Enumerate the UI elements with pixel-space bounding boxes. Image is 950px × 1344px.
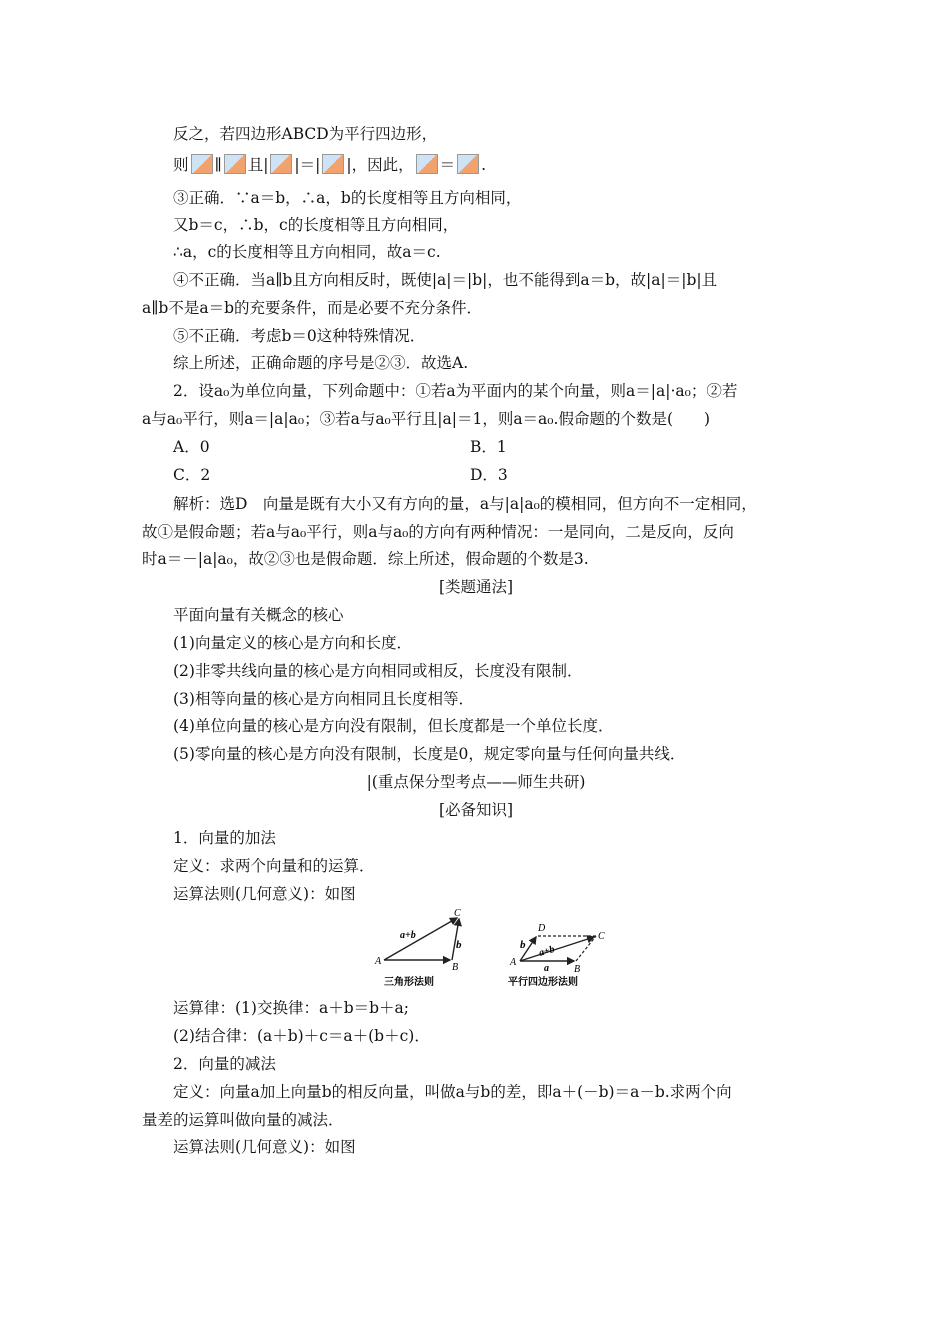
option-d: D．3: [470, 466, 508, 484]
text-line: 运算法则(几何意义)：如图: [173, 885, 356, 903]
section-heading: |(重点保分型考点——师生共研): [366, 773, 586, 791]
broken-image-icon: [224, 154, 246, 174]
point-d-label: D: [538, 923, 546, 934]
text-line: (2)结合律：(a＋b)＋c＝a＋(b＋c)．: [173, 1027, 430, 1045]
point-b-label: B: [574, 964, 581, 975]
label-a: a: [544, 963, 549, 974]
text-line: ③正确．∵a＝b，∴a，b的长度相等且方向相同，: [173, 189, 522, 207]
broken-image-icon: [270, 154, 292, 174]
triangle-rule-figure: [370, 906, 478, 990]
text-line: 平面向量有关概念的核心: [173, 606, 344, 624]
text-line: (2)非零共线向量的核心是方向相同或相反，长度没有限制．: [173, 662, 583, 680]
text-line: a∥b不是a＝b的充要条件，而是必要不充分条件．: [142, 299, 482, 317]
text-line: 定义：向量a加上向量b的相反向量，叫做a与b的差，即a＋(－b)＝a－b.求两个向: [173, 1083, 732, 1101]
text-line: 时a＝－|a|a₀，故②③也是假命题．综上所述，假命题的个数是3.: [142, 550, 589, 568]
broken-image-icon: [322, 154, 344, 174]
text-line: 定义：求两个向量和的运算．: [173, 857, 375, 875]
text-line: 反之，若四边形ABCD为平行四边形，: [173, 125, 438, 143]
point-a-label: A: [375, 956, 382, 967]
text-line: 解析：选D 向量是既有大小又有方向的量，a与|a|a₀的模相同，但方向不一定相同，: [173, 495, 757, 513]
text-line: 故①是假命题；若a与a₀平行，则a与a₀的方向有两种情况：一是同向，二是反向，反向: [142, 523, 734, 541]
label-a-plus-b: a+b: [400, 930, 416, 941]
text-line: (4)单位向量的核心是方向没有限制，但长度都是一个单位长度．: [173, 717, 614, 735]
text-line: 又b＝c，∴b，c的长度相等且方向相同，: [173, 216, 459, 234]
label-a-plus-b: a+b: [537, 943, 556, 959]
text-line: 运算法则(几何意义)：如图: [173, 1138, 356, 1156]
point-c-label: C: [454, 908, 461, 919]
question-line: a与a₀平行，则a＝|a|a₀；③若a与a₀平行且|a|＝1，则a＝a₀.假命题的个数是( ): [142, 410, 711, 428]
figure-caption: 平行四边形法则: [508, 977, 578, 988]
point-b-label: B: [452, 962, 459, 973]
section-heading: [必备知识]: [438, 801, 514, 819]
text-line: ④不正确．当a∥b且方向相反时，既使|a|＝|b|，也不能得到a＝b，故|a|＝|b|且: [173, 271, 718, 289]
label-b: b: [520, 939, 526, 951]
text-line: 1．向量的加法: [173, 829, 276, 847]
broken-image-icon: [416, 154, 438, 174]
broken-image-icon: [457, 154, 479, 174]
text-line: ⑤不正确．考虑b＝0这种特殊情况．: [173, 327, 426, 345]
text-line: (1)向量定义的核心是方向和长度．: [173, 634, 412, 652]
vector-a-plus-b-arrow: [520, 937, 594, 961]
text-line: (3)相等向量的核心是方向相同且长度相等．: [173, 690, 474, 708]
option-a: A．0: [173, 438, 210, 456]
text-line: 综上所述，正确命题的序号是②③．故选A.: [173, 354, 469, 372]
figure-caption: 三角形法则: [384, 977, 434, 988]
option-b: B．1: [470, 438, 507, 456]
point-a-label: A: [510, 957, 517, 968]
text-line: ∴a，c的长度相等且方向相同，故a＝c.: [173, 243, 441, 261]
parallelogram-rule-figure: [506, 918, 610, 992]
text-line: 2．向量的减法: [173, 1055, 276, 1073]
label-b: b: [456, 939, 462, 951]
option-c: C．2: [173, 466, 211, 484]
text-line: 量差的运算叫做向量的减法．: [142, 1111, 344, 1129]
question-line: 2．设a₀为单位向量，下列命题中：①若a为平面内的某个向量，则a＝|a|·a₀；②若: [173, 382, 738, 400]
text-line: 运算律：(1)交换律：a＋b＝b＋a;: [173, 999, 410, 1017]
section-heading: [类题通法]: [438, 578, 514, 596]
vector-a-plus-b-arrow: [384, 918, 457, 960]
text-line: (5)零向量的核心是方向没有限制，长度是0，规定零向量与任何向量共线．: [173, 745, 686, 763]
text-line-with-images: 则 ∥ 且| |＝| |，因此， ＝ .: [173, 156, 487, 174]
broken-image-icon: [191, 154, 213, 174]
point-c-label: C: [598, 931, 605, 942]
